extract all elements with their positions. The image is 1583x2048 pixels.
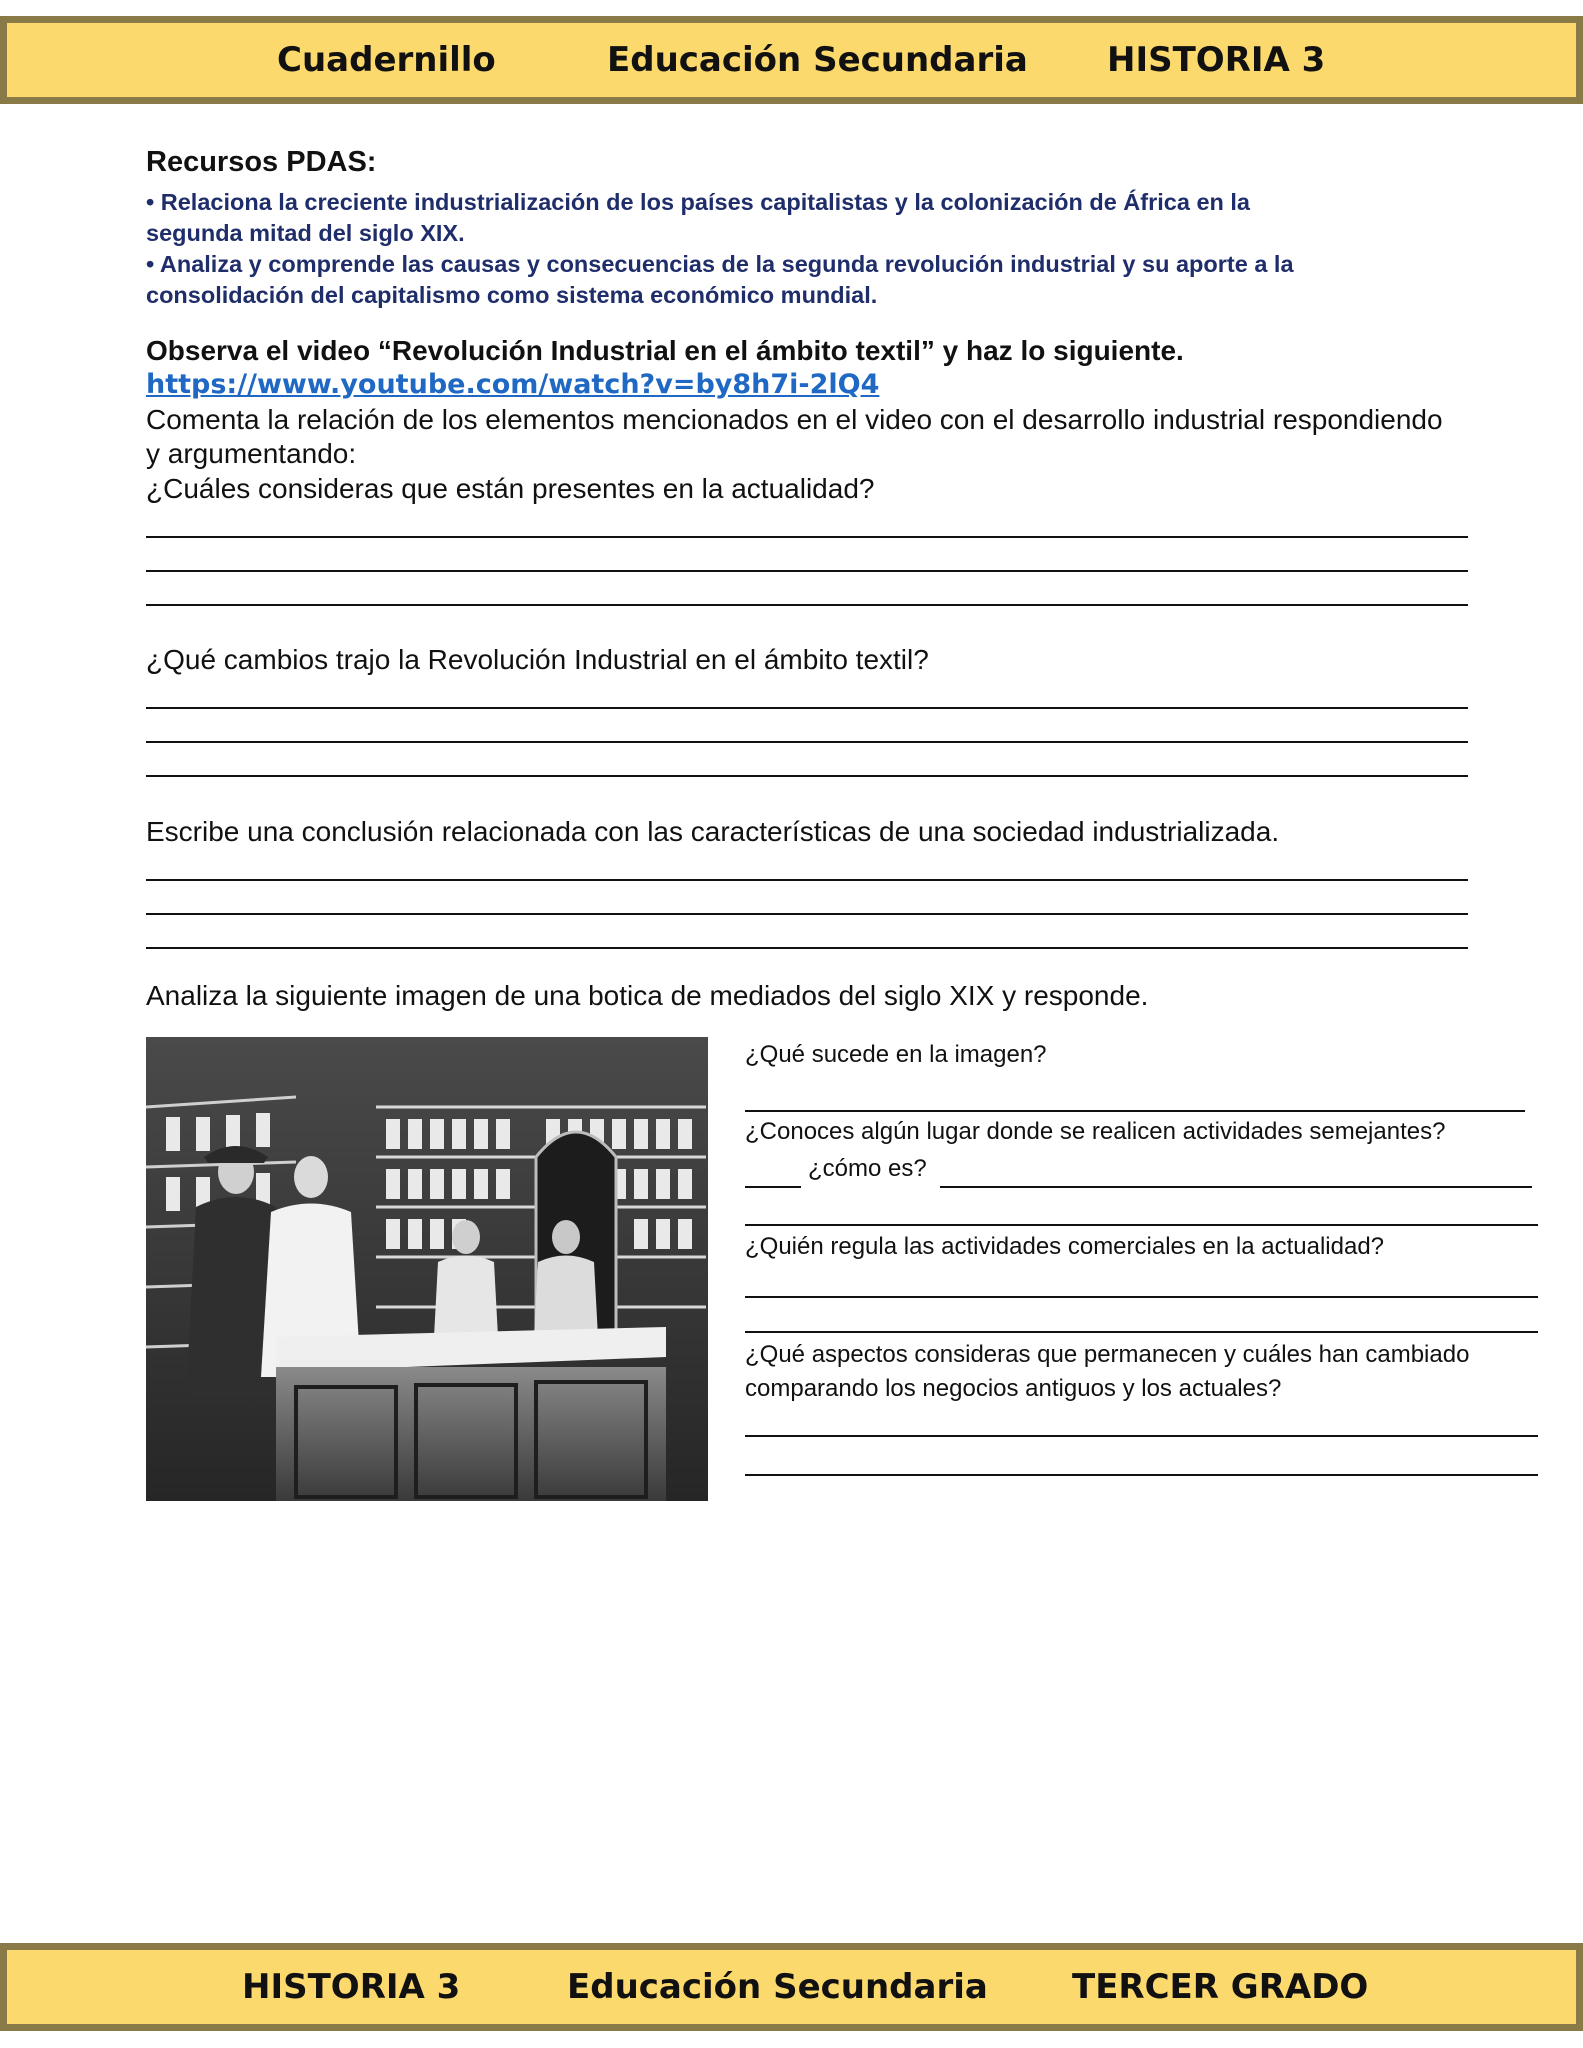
footer-center: Educación Secundaria (567, 1967, 988, 2007)
question-2: ¿Qué cambios trajo la Revolución Industrial en el ámbito textil? (146, 644, 929, 675)
question-3: Escribe una conclusión relacionada con las características de una sociedad industrializada. (146, 816, 1280, 847)
answer-line[interactable] (745, 1331, 1538, 1333)
image-question-4-line-1: ¿Qué aspectos consideras que permanecen y cuáles han cambiado (745, 1341, 1470, 1368)
activity-instruction: Observa el video “Revolución Industrial en el ámbito textil” y haz lo siguiente. (146, 335, 1184, 366)
pdas-item-2-line-2: consolidación del capitalismo como sistema económico mundial. (146, 282, 878, 308)
pdas-title: Recursos PDAS: (146, 146, 377, 178)
header-center: Educación Secundaria (607, 40, 1028, 80)
answer-line[interactable] (146, 775, 1468, 777)
video-link[interactable]: https://www.youtube.com/watch?v=by8h7i-2lQ4 (146, 369, 880, 400)
footer-left: HISTORIA 3 (242, 1967, 461, 2007)
footer-right: TERCER GRADO (1072, 1967, 1369, 2007)
comment-line-1: Comenta la relación de los elementos mencionados en el video con el desarrollo industrial respondiendo (146, 404, 1443, 435)
image-question-2b: ¿cómo es? (808, 1155, 927, 1182)
answer-line[interactable] (745, 1474, 1538, 1476)
image-question-1: ¿Qué sucede en la imagen? (745, 1041, 1047, 1068)
answer-line[interactable] (146, 604, 1468, 606)
comment-line-2: y argumentando: (146, 438, 357, 469)
answer-line[interactable] (745, 1435, 1538, 1437)
answer-line[interactable] (146, 536, 1468, 538)
short-answer-line[interactable] (745, 1186, 801, 1188)
pdas-item-1-line-2: segunda mitad del siglo XIX. (146, 220, 465, 246)
answer-line[interactable] (146, 707, 1468, 709)
pdas-item-1-line-1: • Relaciona la creciente industrialización de los países capitalistas y la colonización de África en la (146, 189, 1250, 215)
answer-line[interactable] (745, 1296, 1538, 1298)
image-question-2: ¿Conoces algún lugar donde se realicen actividades semejantes? (745, 1118, 1446, 1145)
header-band (0, 16, 1583, 104)
pdas-item-2-line-1: • Analiza y comprende las causas y consecuencias de la segunda revolución industrial y su aporte a la (146, 251, 1294, 277)
answer-line[interactable] (745, 1224, 1538, 1226)
answer-line[interactable] (146, 879, 1468, 881)
image-question-3: ¿Quién regula las actividades comerciales en la actualidad? (745, 1233, 1385, 1260)
answer-line[interactable] (940, 1186, 1532, 1188)
answer-line[interactable] (146, 947, 1468, 949)
answer-line[interactable] (745, 1110, 1525, 1112)
question-4-intro: Analiza la siguiente imagen de una botica de mediados del siglo XIX y responde. (146, 980, 1149, 1011)
answer-line[interactable] (146, 913, 1468, 915)
answer-line[interactable] (146, 741, 1468, 743)
footer-band (0, 1943, 1583, 2031)
question-1: ¿Cuáles consideras que están presentes en la actualidad? (146, 473, 875, 504)
header-right: HISTORIA 3 (1107, 40, 1326, 80)
answer-line[interactable] (146, 570, 1468, 572)
image-question-4-line-2: comparando los negocios antiguos y los actuales? (745, 1375, 1282, 1402)
pharmacy-photo (146, 1037, 708, 1501)
header-left: Cuadernillo (277, 40, 496, 80)
